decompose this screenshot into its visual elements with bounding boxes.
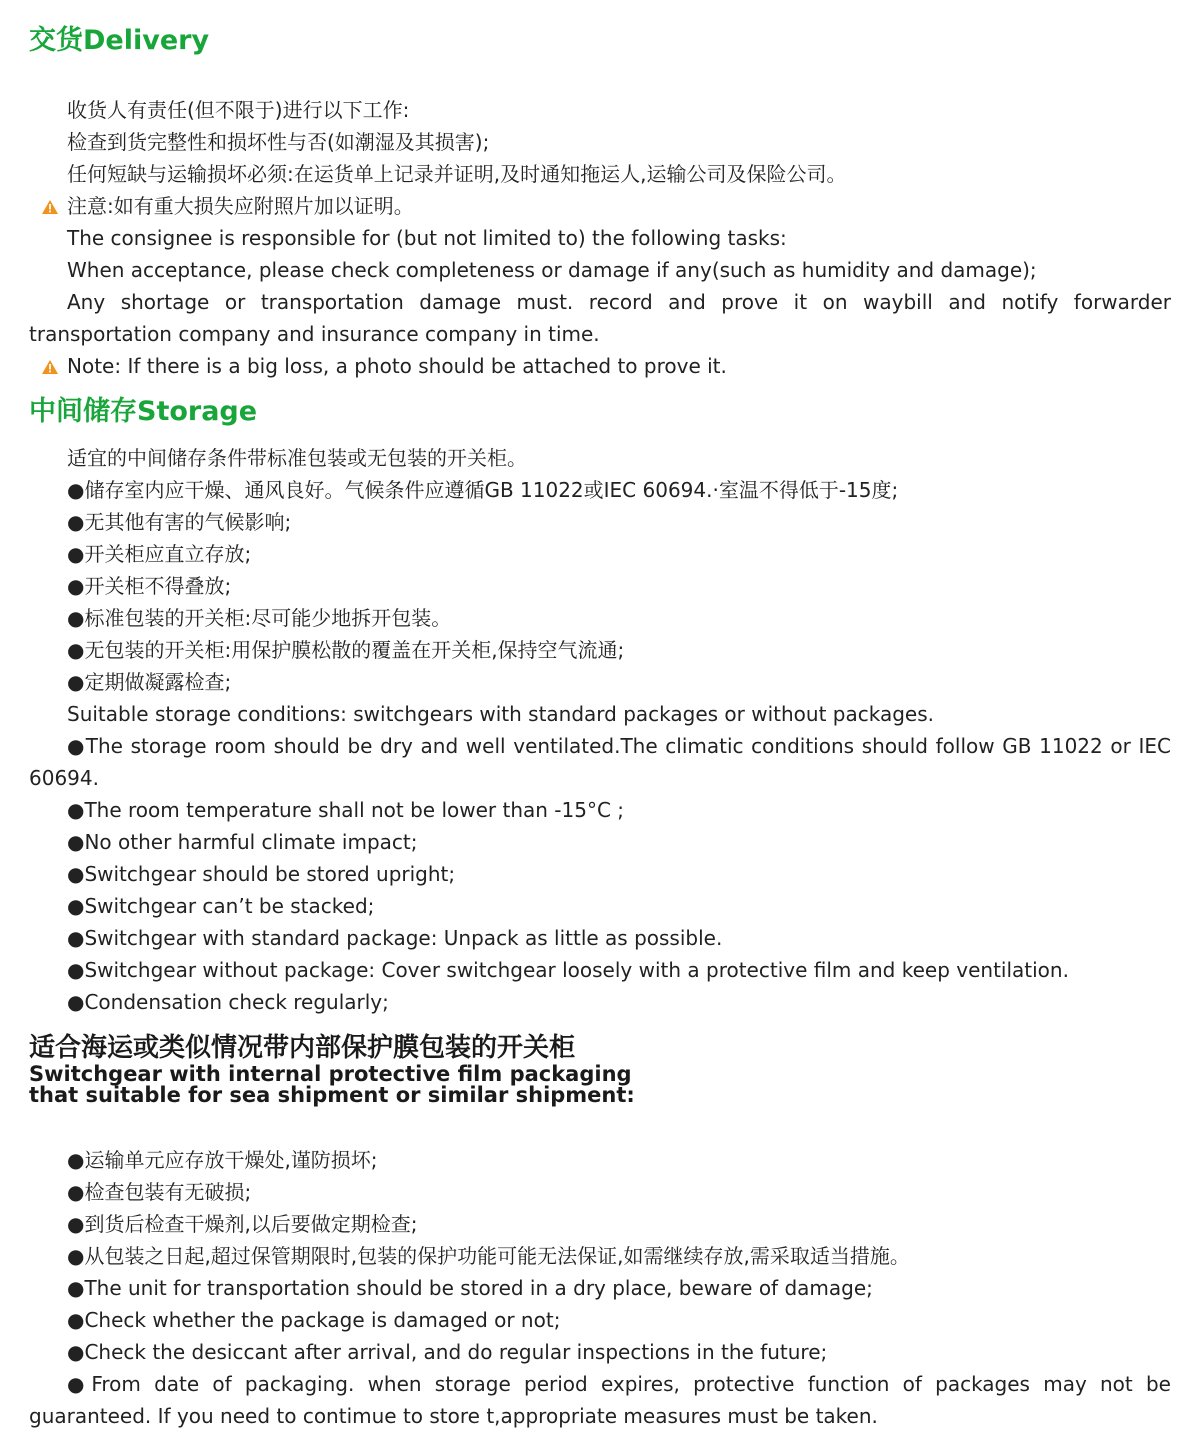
storage-item-zh: ●开关柜应直立存放; (67, 542, 252, 566)
warning-triangle-icon (42, 360, 58, 374)
storage-item-zh: ●开关柜不得叠放; (67, 574, 232, 598)
storage-intro-zh: 适宜的中间储存条件带标准包装或无包装的开关柜。 (67, 446, 527, 470)
sea-item-en: ●From date of packaging. when storage period expires, protective function of packages may not be (67, 1372, 1171, 1396)
storage-item-en: ●Switchgear can’t be stacked; (67, 894, 375, 918)
delivery-line: 检查到货完整性和损坏性与否(如潮湿及其损害); (67, 130, 490, 154)
delivery-line: 收货人有责任(但不限于)进行以下工作: (67, 98, 410, 122)
delivery-note-zh (29, 190, 1171, 222)
sea-title-en-2: that suitable for sea shipment or similar shipment: (29, 1083, 635, 1107)
delivery-line: 任何短缺与运输损坏必须:在运货单上记录并证明,及时通知拖运人,运输公司及保险公司。 (67, 162, 847, 186)
delivery-en-line: The consignee is responsible for (but not limited to) the following tasks: (67, 226, 787, 250)
storage-item-zh: ●无包装的开关柜:用保护膜松散的覆盖在开关柜,保持空气流通; (67, 638, 625, 662)
storage-item-en: ●Switchgear with standard package: Unpack as little as possible. (67, 926, 723, 950)
storage-item-zh: ●无其他有害的气候影响; (67, 510, 292, 534)
storage-item-en: ●The storage room should be dry and well ventilated.The climatic conditions should follow GB 11022 or IEC (67, 734, 1171, 758)
sea-item-zh: ●运输单元应存放干燥处,谨防损坏; (67, 1148, 378, 1172)
storage-item-en-cont: 60694. (29, 766, 99, 790)
delivery-note-en-text: Note: If there is a big loss, a photo should be attached to prove it. (67, 354, 727, 378)
delivery-body (29, 94, 1171, 382)
sea-body (29, 1144, 1171, 1432)
storage-body (29, 442, 1171, 1018)
storage-item-en: ●Switchgear should be stored upright; (67, 862, 456, 886)
storage-item-zh: ●储存室内应干燥、通风良好。气候条件应遵循GB 11022或IEC 60694.·室温不得低于-15度; (67, 478, 899, 502)
sea-item-zh: ●到货后检查干燥剂,以后要做定期检查; (67, 1212, 418, 1236)
sea-item-en: ●Check the desiccant after arrival, and do regular inspections in the future; (67, 1340, 828, 1364)
storage-intro-en: Suitable storage conditions: switchgears with standard packages or without packages. (67, 702, 935, 726)
delivery-note-zh-text: 注意:如有重大损失应附照片加以证明。 (67, 194, 414, 218)
storage-item-zh: ●定期做凝露检查; (67, 670, 232, 694)
warning-triangle-icon (42, 200, 58, 214)
sea-item-en: ●Check whether the package is damaged or not; (67, 1308, 561, 1332)
storage-item-en: ●Switchgear without package: Cover switchgear loosely with a protective film and keep ventilation. (67, 958, 1069, 982)
delivery-en-line: Any shortage or transportation damage must. record and prove it on waybill and notify forwarder (67, 290, 1171, 314)
sea-title-zh: 适合海运或类似情况带内部保护膜包装的开关柜 (29, 1033, 576, 1063)
storage-item-zh: ●标准包装的开关柜:尽可能少地拆开包装。 (67, 606, 452, 630)
storage-item-en: ●Condensation check regularly; (67, 990, 389, 1014)
sea-item-en-cont: guaranteed. If you need to contimue to store t,appropriate measures must be taken. (29, 1404, 878, 1428)
storage-item-en: ●The room temperature shall not be lower than -15°C ; (67, 798, 625, 822)
delivery-en-line: When acceptance, please check completeness or damage if any(such as humidity and damage); (67, 258, 1037, 282)
delivery-note-en (29, 350, 1171, 382)
sea-title-en-1: Switchgear with internal protective film packaging (29, 1062, 632, 1086)
delivery-heading: 交货Delivery (29, 25, 210, 56)
sea-item-en: ●The unit for transportation should be stored in a dry place, beware of damage; (67, 1276, 873, 1300)
sea-shipment-title (29, 1032, 635, 1106)
storage-heading: 中间储存Storage (29, 396, 258, 427)
sea-item-zh: ●检查包装有无破损; (67, 1180, 252, 1204)
storage-item-en: ●No other harmful climate impact; (67, 830, 418, 854)
sea-item-zh: ●从包装之日起,超过保管期限时,包装的保护功能可能无法保证,如需继续存放,需采取适当措施。 (67, 1244, 910, 1268)
delivery-en-line-cont: transportation company and insurance company in time. (29, 322, 600, 346)
